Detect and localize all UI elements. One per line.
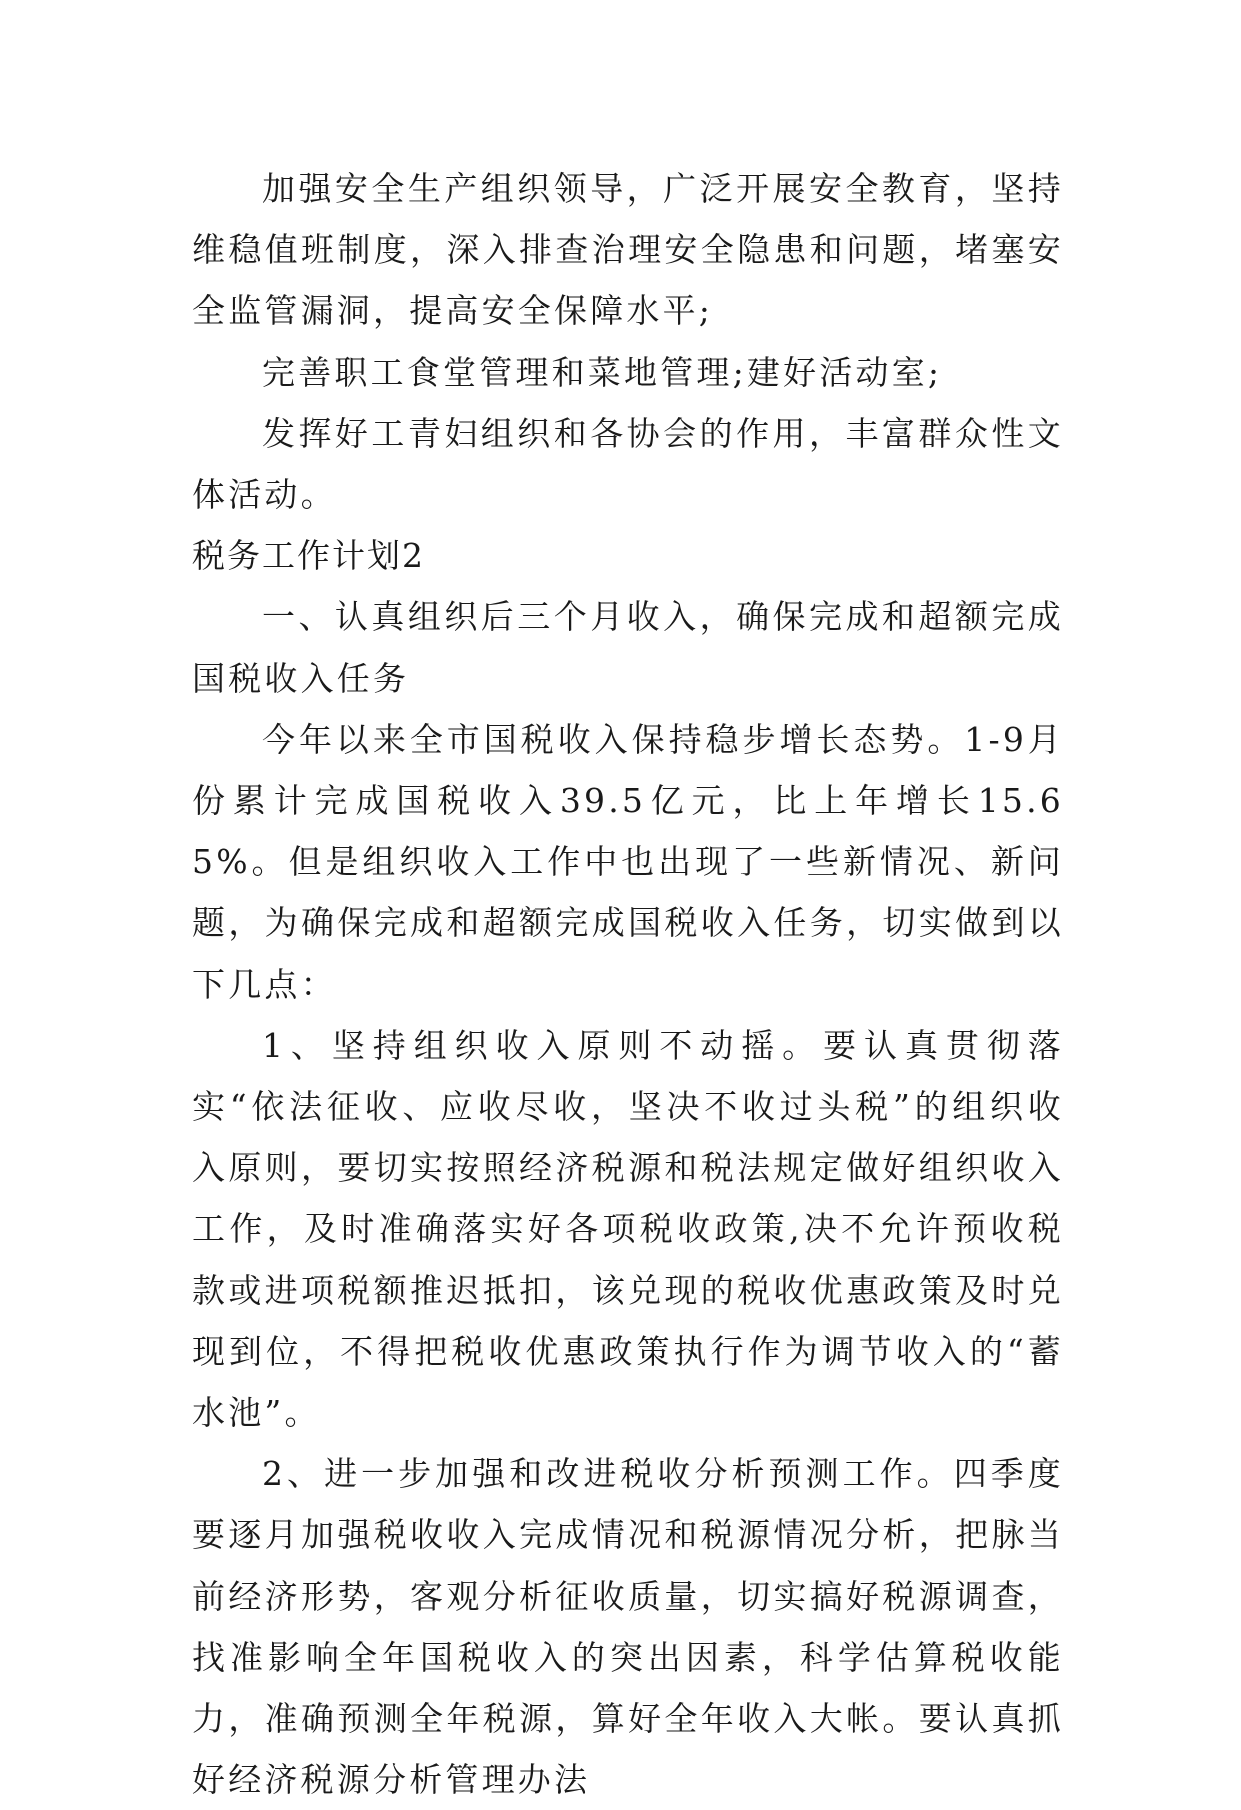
paragraph-revenue-status: 今年以来全市国税收入保持稳步增长态势。1-9月份累计完成国税收入39.5亿元，比上年增长15.65%。但是组织收入工作中也出现了一些新情况、新问题，为确保完成和超额完成国税收入任务，切实做到以下几点：	[192, 719, 1064, 1004]
paragraph-canteen: 完善职工食堂管理和菜地管理;建好活动室;	[262, 352, 943, 392]
paragraph-item-one-title: 一、认真组织后三个月收入，确保完成和超额完成国税收入任务	[192, 597, 1064, 698]
document-body	[192, 158, 1064, 1810]
paragraph-safety: 加强安全生产组织领导，广泛开展安全教育，坚持维稳值班制度，深入排查治理安全隐患和问题，堵塞安全监管漏洞，提高安全保障水平;	[192, 169, 1064, 331]
section-heading: 税务工作计划2	[192, 536, 425, 576]
paragraph-principle: 1、坚持组织收入原则不动摇。要认真贯彻落实“依法征收、应收尽收，坚决不收过头税”的组织收入原则，要切实按照经济税源和税法规定做好组织收入工作，及时准确落实好各项税收政策,决不允许预收税款或进项税额推迟抵扣，该兑现的税收优惠政策及时兑现到位，不得把税收优惠政策执行作为调节收入的“蓄水池”。	[192, 1025, 1064, 1433]
paragraph-analysis: 2、进一步加强和改进税收分析预测工作。四季度要逐月加强税收收入完成情况和税源情况分析，把脉当前经济形势，客观分析征收质量，切实搞好税源调查，找准影响全年国税收入的突出因素，科学估算税收能力，准确预测全年税源，算好全年收入大帐。要认真抓好经济税源分析管理办法	[192, 1454, 1064, 1800]
paragraph-organizations: 发挥好工青妇组织和各协会的作用，丰富群众性文体活动。	[192, 413, 1064, 515]
